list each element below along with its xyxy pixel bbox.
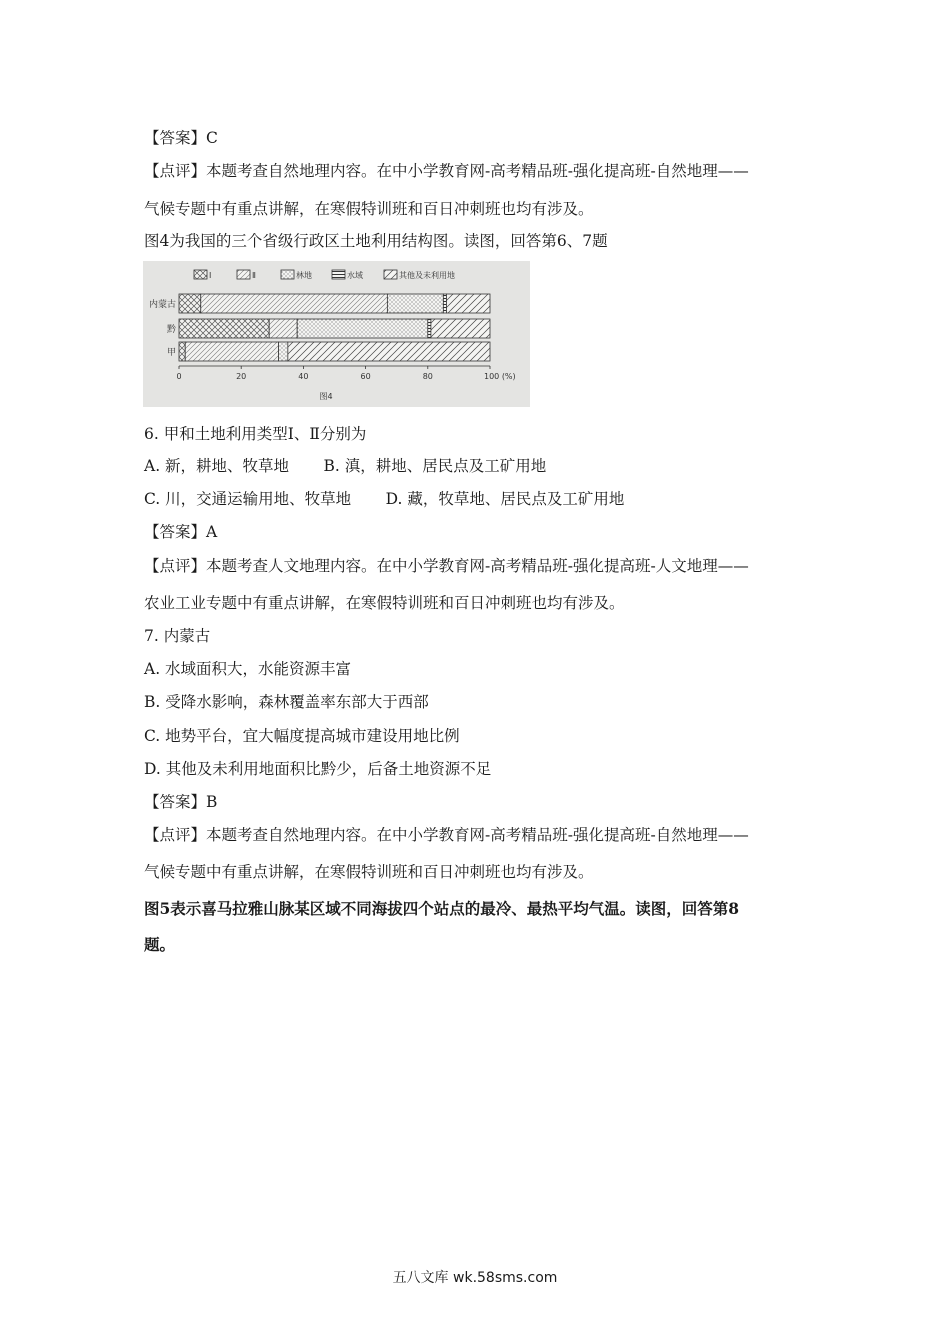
legend-label-0: Ⅰ	[209, 271, 212, 280]
x-tick-label-4: 80	[422, 372, 433, 381]
bar-segment-0-3	[443, 294, 446, 313]
x-tick-label-1: 20	[236, 372, 247, 381]
q6-options-cd: C. 川，交通运输用地、牧草地 D. 藏，牧草地、居民点及工矿用地	[144, 490, 625, 508]
x-tick-label-3: 60	[360, 372, 371, 381]
answer-label-2: 【答案】A	[144, 523, 218, 541]
legend-label-2: 林地	[296, 271, 312, 280]
figure4-intro: 图4为我国的三个省级行政区土地利用结构图。读图，回答第6、7题	[144, 232, 608, 250]
chart-title: 图4	[319, 392, 333, 401]
figure-4-chart	[143, 261, 530, 407]
q7-option-a: A. 水域面积大，水能资源丰富	[144, 660, 352, 678]
bar-segment-0-2	[387, 294, 443, 313]
comment-line-4: 农业工业专题中有重点讲解，在寒假特训班和百日冲刺班也均有涉及。	[144, 594, 625, 612]
bar-segment-1-0	[179, 319, 269, 338]
bar-segment-0-4	[446, 294, 490, 313]
question-7: 7. 内蒙古	[144, 627, 211, 645]
comment-line-5: 【点评】本题考查自然地理内容。在中小学教育网-高考精品班-强化提高班-自然地理——	[144, 826, 749, 844]
category-label-2: 甲	[166, 348, 176, 358]
question-6: 6. 甲和土地利用类型Ⅰ、Ⅱ分别为	[144, 425, 367, 443]
legend-swatch-1	[237, 270, 250, 279]
category-label-1: 黔	[166, 325, 176, 335]
footer-watermark: 五八文库 wk.58sms.com	[392, 1270, 558, 1286]
legend-swatch-3	[332, 270, 345, 279]
figure5-intro-2: 题。	[144, 935, 176, 954]
comment-line-6: 气候专题中有重点讲解，在寒假特训班和百日冲刺班也均有涉及。	[144, 863, 594, 881]
q7-option-d: D. 其他及未利用地面积比黔少，后备土地资源不足	[144, 760, 492, 778]
answer-label-1: 【答案】C	[144, 129, 218, 147]
q7-option-b: B. 受降水影响，森林覆盖率东部大于西部	[144, 693, 429, 711]
legend-label-1: Ⅱ	[252, 271, 256, 280]
bar-segment-0-1	[201, 294, 388, 313]
bar-segment-2-1	[185, 342, 278, 361]
q7-option-c: C. 地势平台，宜大幅度提高城市建设用地比例	[144, 727, 460, 745]
bar-segment-0-0	[179, 294, 201, 313]
bar-segment-2-0	[179, 342, 185, 361]
bar-segment-1-3	[428, 319, 431, 338]
land-use-chart	[143, 261, 530, 407]
x-tick-label-5: 100 (%)	[484, 372, 516, 381]
comment-line-3: 【点评】本题考查人文地理内容。在中小学教育网-高考精品班-强化提高班-人文地理——	[144, 557, 749, 575]
answer-label-3: 【答案】B	[144, 793, 218, 811]
bar-segment-2-2	[279, 342, 288, 361]
legend-swatch-0	[194, 270, 207, 279]
x-tick-label-0: 0	[176, 372, 182, 381]
comment-line-2: 气候专题中有重点讲解，在寒假特训班和百日冲刺班也均有涉及。	[144, 200, 594, 218]
comment-line-1: 【点评】本题考查自然地理内容。在中小学教育网-高考精品班-强化提高班-自然地理——	[144, 162, 749, 180]
x-tick-label-2: 40	[298, 372, 309, 381]
legend-swatch-2	[281, 270, 294, 279]
bar-segment-1-2	[297, 319, 428, 338]
legend-label-4: 其他及未利用地	[399, 271, 455, 280]
q6-options-ab: A. 新，耕地、牧草地 B. 滇，耕地、居民点及工矿用地	[144, 457, 547, 475]
category-label-0: 内蒙古	[148, 300, 176, 310]
legend-label-3: 水域	[347, 271, 363, 280]
bar-segment-1-4	[431, 319, 490, 338]
bar-segment-2-4	[288, 342, 490, 361]
legend-swatch-4	[384, 270, 397, 279]
bar-segment-1-1	[269, 319, 297, 338]
figure5-intro-1: 图5表示喜马拉雅山脉某区域不同海拔四个站点的最冷、最热平均气温。读图，回答第8	[144, 899, 740, 918]
